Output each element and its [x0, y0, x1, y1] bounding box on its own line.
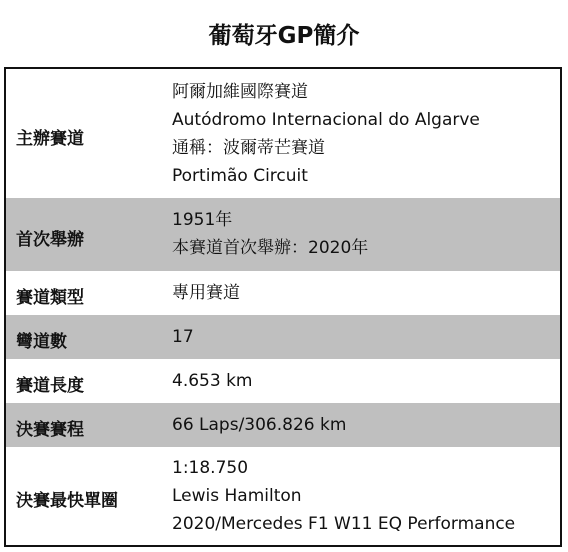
row-value: [172, 279, 240, 307]
row-value: [172, 367, 252, 395]
row-label: 決賽賽程: [16, 420, 84, 440]
row-label: 主辦賽道: [16, 129, 84, 149]
table-row-race-distance: [6, 403, 560, 447]
value-line: 4.653 km: [172, 371, 253, 391]
table-row-circuit: [6, 69, 560, 198]
value-line: Autódromo Internacional do Algarve: [172, 110, 480, 130]
value-line: 2020/Mercedes F1 W11 EQ Performance: [172, 514, 516, 534]
value-line: 阿爾加維國際賽道: [172, 82, 308, 102]
row-label: 彎道數: [16, 332, 67, 352]
table-row-track-type: [6, 271, 560, 315]
value-line: Portimão Circuit: [172, 166, 308, 186]
value-line: Lewis Hamilton: [172, 486, 302, 506]
page-title: 葡萄牙GP簡介: [208, 23, 360, 49]
table-row-track-length: [6, 359, 560, 403]
table-row-first-held: [6, 198, 560, 271]
row-label: 首次舉辦: [16, 230, 84, 250]
table-row-corners: [6, 315, 560, 359]
value-line: 本賽道首次舉辦：2020年: [172, 238, 369, 258]
row-label: 賽道類型: [16, 288, 84, 308]
row-value: [172, 323, 194, 351]
value-line: 通稱：波爾蒂芒賽道: [172, 138, 325, 158]
row-value: [172, 411, 346, 439]
value-line: 1951年: [172, 210, 233, 230]
value-line: 專用賽道: [172, 283, 240, 303]
row-label: 決賽最快單圈: [16, 491, 118, 511]
row-label: 賽道長度: [16, 376, 84, 396]
table-row-fastest-lap: [6, 447, 560, 545]
value-line: 17: [172, 327, 194, 347]
row-value: [172, 78, 480, 190]
row-value: [172, 454, 515, 538]
row-value: [172, 206, 368, 262]
info-table: [4, 67, 562, 547]
value-line: 66 Laps/306.826 km: [172, 415, 347, 435]
value-line: 1:18.750: [172, 458, 249, 478]
